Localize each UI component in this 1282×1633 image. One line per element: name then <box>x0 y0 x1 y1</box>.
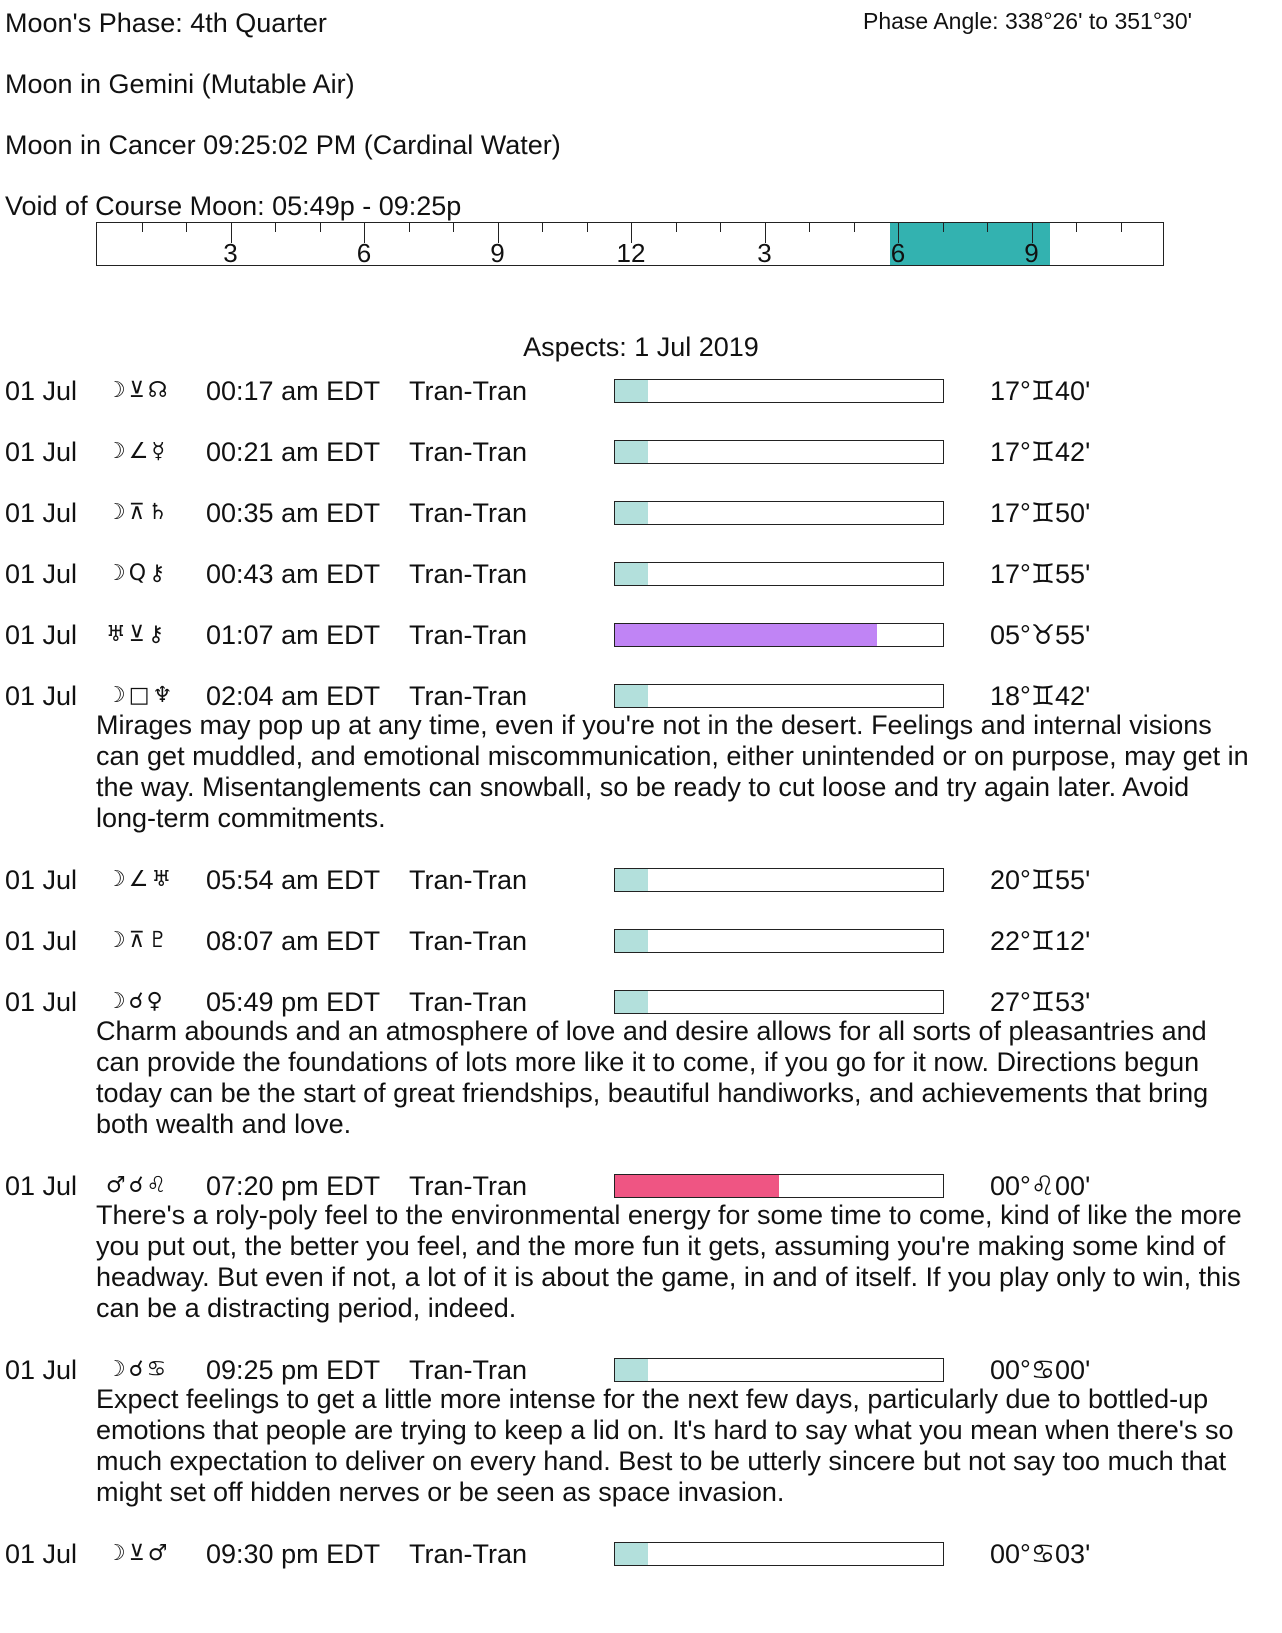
aspect-intensity-fill <box>615 502 648 524</box>
aspect-date: 01 Jul <box>5 437 78 467</box>
timeline-hour-label: 9 <box>490 238 505 268</box>
aspect-type: Tran-Tran <box>409 926 528 956</box>
moon-ingress: Moon in Cancer 09:25:02 PM (Cardinal Water) <box>5 130 561 160</box>
aspect-intensity-bar <box>614 379 944 403</box>
aspect-description: There's a roly-poly feel to the environmental energy for some time to come, kind of like the more you put out, the better you feel, and the more fun it gets, assuming you're making some kind of headway. But even if not, a lot of it is about the game, in and of itself. If you play only to win, this can be a distracting period, indeed. <box>96 1200 1242 1323</box>
aspect-glyphs: ☽□♆ <box>106 683 176 708</box>
phase-angle: Phase Angle: 338°26' to 351°30' <box>863 8 1192 34</box>
aspect-row <box>0 558 1282 590</box>
aspect-intensity-fill <box>615 563 648 585</box>
aspect-row <box>0 1538 1282 1570</box>
aspect-time: 09:30 pm EDT <box>206 1539 381 1569</box>
aspect-type: Tran-Tran <box>409 1539 528 1569</box>
aspect-time: 02:04 am EDT <box>206 681 381 711</box>
timeline-tick <box>720 223 721 232</box>
timeline-tick <box>854 223 855 232</box>
aspect-date: 01 Jul <box>5 620 78 650</box>
aspect-time: 00:21 am EDT <box>206 437 381 467</box>
aspect-date: 01 Jul <box>5 926 78 956</box>
aspect-row <box>0 436 1282 468</box>
aspect-position: 17°♊55' <box>990 559 1091 589</box>
aspect-intensity-fill <box>615 991 648 1013</box>
aspect-time: 09:25 pm EDT <box>206 1355 381 1385</box>
aspect-row <box>0 375 1282 407</box>
timeline-tick <box>142 223 143 232</box>
aspect-type: Tran-Tran <box>409 1171 528 1201</box>
timeline-hour-label: 3 <box>757 238 772 268</box>
aspect-intensity-fill <box>615 1359 648 1381</box>
aspect-row <box>0 680 1282 712</box>
aspect-glyphs: ☽☌♋ <box>106 1357 170 1382</box>
timeline-tick <box>809 223 810 232</box>
aspect-glyphs: ♂☌♌ <box>106 1173 170 1198</box>
aspect-intensity-fill <box>615 441 648 463</box>
aspect-intensity-bar <box>614 684 944 708</box>
aspect-date: 01 Jul <box>5 498 78 528</box>
timeline-tick <box>1076 223 1077 232</box>
aspect-row <box>0 1354 1282 1386</box>
aspects-title: Aspects: 1 Jul 2019 <box>523 332 759 362</box>
aspect-intensity-fill <box>615 930 648 952</box>
aspect-position: 27°♊53' <box>990 987 1091 1017</box>
aspect-type: Tran-Tran <box>409 1355 528 1385</box>
aspect-date: 01 Jul <box>5 559 78 589</box>
void-of-course-timeline <box>96 222 1164 266</box>
timeline-tick <box>987 223 988 232</box>
aspect-type: Tran-Tran <box>409 376 528 406</box>
aspect-intensity-bar <box>614 929 944 953</box>
aspect-row <box>0 864 1282 896</box>
aspect-row <box>0 1170 1282 1202</box>
aspect-intensity-fill <box>615 1543 648 1565</box>
aspect-intensity-bar <box>614 868 944 892</box>
timeline-hour-label: 3 <box>223 238 238 268</box>
aspect-row <box>0 925 1282 957</box>
aspect-position: 20°♊55' <box>990 865 1091 895</box>
aspect-row <box>0 619 1282 651</box>
aspect-position: 17°♊50' <box>990 498 1091 528</box>
aspect-time: 08:07 am EDT <box>206 926 381 956</box>
aspect-type: Tran-Tran <box>409 681 528 711</box>
timeline-tick <box>1121 223 1122 232</box>
aspect-row <box>0 986 1282 1018</box>
aspect-date: 01 Jul <box>5 376 78 406</box>
moon-sign: Moon in Gemini (Mutable Air) <box>5 69 355 99</box>
timeline-tick <box>320 223 321 232</box>
aspect-intensity-bar <box>614 623 944 647</box>
aspect-time: 01:07 am EDT <box>206 620 381 650</box>
aspect-intensity-bar <box>614 501 944 525</box>
timeline-tick <box>676 223 677 232</box>
timeline-tick <box>587 223 588 232</box>
aspect-position: 05°♉55' <box>990 620 1091 650</box>
aspect-description: Expect feelings to get a little more intense for the next few days, particularly due to bottled-up emotions that people are trying to keep a lid on. It's hard to say what you mean when there's so much expectation to deliver on every hand. Best to be utterly sincere but not say too much that might set off hidden nerves or be seen as space invasion. <box>96 1384 1234 1507</box>
aspect-intensity-bar <box>614 440 944 464</box>
aspect-glyphs: ♅⊻⚷ <box>106 622 167 647</box>
aspect-time: 00:35 am EDT <box>206 498 381 528</box>
aspect-position: 22°♊12' <box>990 926 1091 956</box>
aspect-intensity-fill <box>615 685 648 707</box>
timeline-hour-label: 6 <box>356 238 372 268</box>
aspect-date: 01 Jul <box>5 865 78 895</box>
aspect-intensity-bar <box>614 990 944 1014</box>
aspect-intensity-bar <box>614 1358 944 1382</box>
timeline-hour-label: 12 <box>616 238 646 268</box>
aspect-date: 01 Jul <box>5 1539 78 1569</box>
aspect-description: Mirages may pop up at any time, even if you're not in the desert. Feelings and internal visions can get muddled, and emotional miscommunication, either unintended or on purpose, may get in the way. Misentanglements can snowball, so be ready to cut loose and try again later. Avoid long-term commitments. <box>96 710 1249 833</box>
aspect-position: 00°♋00' <box>990 1355 1091 1385</box>
timeline-tick <box>186 223 187 232</box>
aspect-position: 17°♊40' <box>990 376 1091 406</box>
aspect-time: 05:54 am EDT <box>206 865 381 895</box>
aspect-type: Tran-Tran <box>409 987 528 1017</box>
aspect-time: 00:17 am EDT <box>206 376 381 406</box>
moon-phase: Moon's Phase: 4th Quarter <box>5 8 327 38</box>
aspect-date: 01 Jul <box>5 987 78 1017</box>
timeline-tick <box>542 223 543 232</box>
aspect-position: 00°♌00' <box>990 1171 1091 1201</box>
aspect-position: 18°♊42' <box>990 681 1091 711</box>
aspect-glyphs: ☽∠☿ <box>106 439 168 464</box>
aspect-intensity-fill <box>615 624 877 646</box>
aspect-type: Tran-Tran <box>409 498 528 528</box>
aspect-type: Tran-Tran <box>409 559 528 589</box>
aspect-glyphs: ☽☌♀ <box>106 989 166 1014</box>
aspect-position: 00°♋03' <box>990 1539 1091 1569</box>
aspect-glyphs: ☽⊻☊ <box>106 378 171 403</box>
aspect-type: Tran-Tran <box>409 865 528 895</box>
aspect-type: Tran-Tran <box>409 437 528 467</box>
aspect-date: 01 Jul <box>5 1355 78 1385</box>
aspect-glyphs: ☽⊼♄ <box>106 500 171 525</box>
aspect-intensity-fill <box>615 1175 779 1197</box>
aspect-description: Charm abounds and an atmosphere of love and desire allows for all sorts of pleasantries and can provide the foundations of lots more like it to come, if you go for it now. Directions begun today can be the start of great friendships, beautiful handiworks, and achievements that bring both wealth and love. <box>96 1016 1209 1139</box>
aspect-type: Tran-Tran <box>409 620 528 650</box>
aspect-intensity-fill <box>615 869 648 891</box>
aspect-intensity-bar <box>614 562 944 586</box>
aspect-date: 01 Jul <box>5 681 78 711</box>
aspect-time: 07:20 pm EDT <box>206 1171 381 1201</box>
aspect-intensity-bar <box>614 1542 944 1566</box>
aspect-glyphs: ☽∠♅ <box>106 867 175 892</box>
aspect-position: 17°♊42' <box>990 437 1091 467</box>
timeline-tick <box>453 223 454 232</box>
aspect-glyphs: ☽Q⚷ <box>106 561 169 586</box>
aspect-glyphs: ☽⊻♂ <box>106 1541 171 1566</box>
timeline-hour-label: 9 <box>1024 238 1039 268</box>
timeline-tick <box>275 223 276 232</box>
void-of-course: Void of Course Moon: 05:49p - 09:25p <box>5 191 462 221</box>
aspect-date: 01 Jul <box>5 1171 78 1201</box>
aspect-time: 05:49 pm EDT <box>206 987 381 1017</box>
aspect-time: 00:43 am EDT <box>206 559 381 589</box>
timeline-tick <box>409 223 410 232</box>
aspect-glyphs: ☽⊼♇ <box>106 928 171 953</box>
timeline-hour-label: 6 <box>890 238 906 268</box>
aspect-intensity-bar <box>614 1174 944 1198</box>
aspect-intensity-fill <box>615 380 648 402</box>
timeline-tick <box>943 223 944 232</box>
aspect-row <box>0 497 1282 529</box>
